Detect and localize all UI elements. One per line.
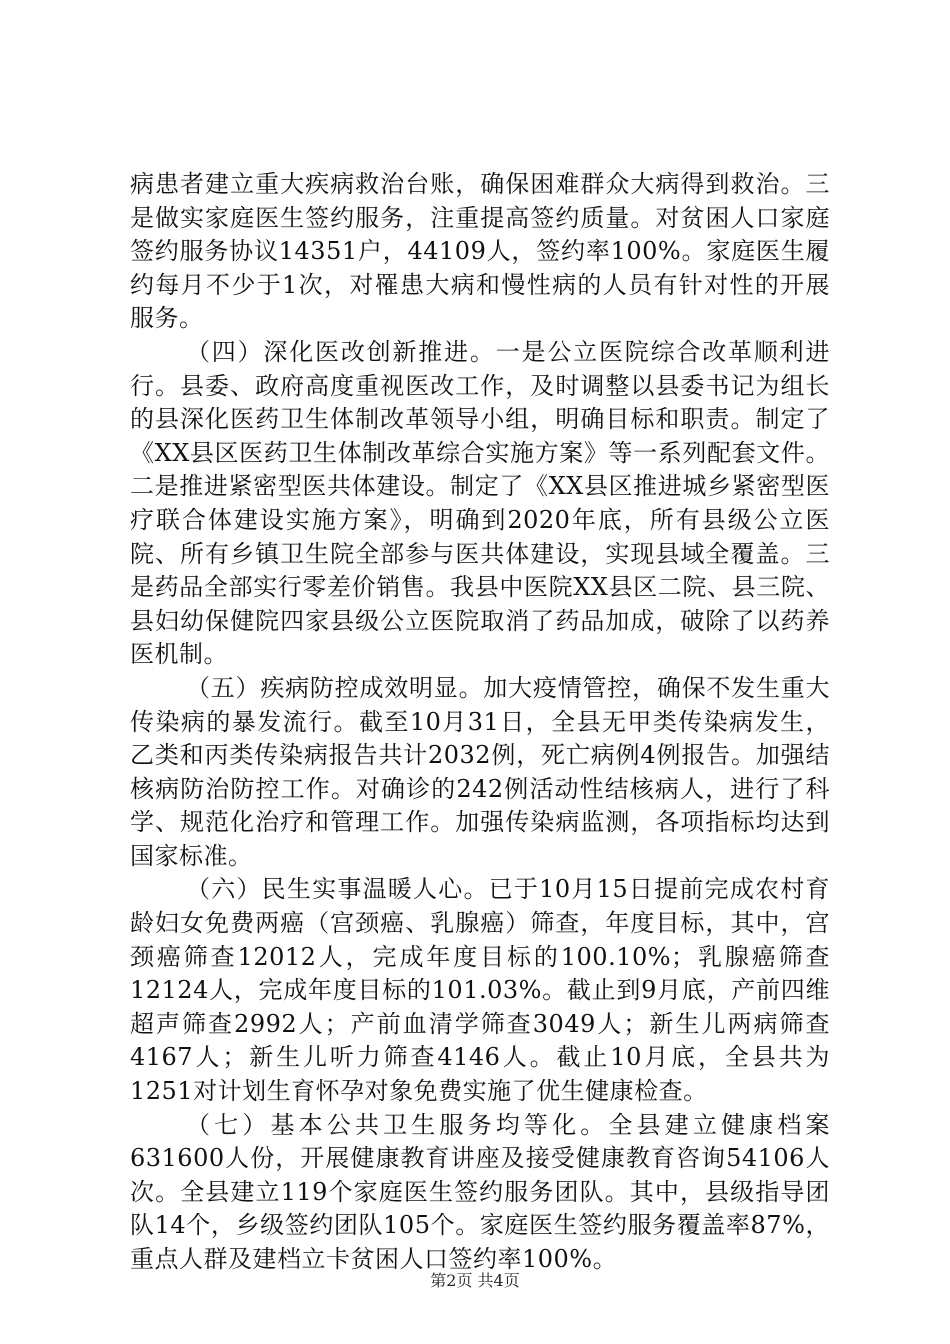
page-number-footer: 第2页 共4页 <box>430 1271 520 1290</box>
paragraph-section-5: （五）疾病防控成效明显。加大疫情管控，确保不发生重大传染病的暴发流行。截至10月31日，全县无甲类传染病发生，乙类和丙类传染病报告共计2032例，死亡病例4例报告。加强结核病防治防控工作。对确诊的242例活动性结核病人，进行了科学、规范化治疗和管理工作。加强传染病监测，各项指标均达到国家标准。 <box>130 673 830 870</box>
paragraph-section-4: （四）深化医改创新推进。一是公立医院综合改革顺利进行。县委、政府高度重视医改工作，及时调整以县委书记为组长的县深化医药卫生体制改革领导小组，明确目标和职责。制定了《XX县区医药卫生体制改革综合实施方案》等一系列配套文件。二是推进紧密型医共体建设。制定了《XX县区推进城乡紧密型医疗联合体建设实施方案》，明确到2020年底，所有县级公立医院、所有乡镇卫生院全部参与医共体建设，实现县域全覆盖。三是药品全部实行零差价销售。我县中医院XX县区二院、县三院、县妇幼保健院四家县级公立医院取消了药品加成，破除了以药养医机制。 <box>130 337 830 669</box>
paragraph-continuation: 病患者建立重大疾病救治台账，确保困难群众大病得到救治。三是做实家庭医生签约服务，注重提高签约质量。对贫困人口家庭签约服务协议14351户，44109人，签约率100%。家庭医生履约每月不少于1次，对罹患大病和慢性病的人员有针对性的开展服务。 <box>130 170 830 333</box>
paragraph-section-6: （六）民生实事温暖人心。已于10月15日提前完成农村育龄妇女免费两癌（宫颈癌、乳腺癌）筛查，年度目标，其中，宫颈癌筛查12012人，完成年度目标的100.10%；乳腺癌筛查12124人，完成年度目标的101.03%。截止到9月底，产前四维超声筛查2992人；产前血清学筛查3049人；新生儿两病筛查4167人；新生儿听力筛查4146人。截止10月底，全县共为1251对计划生育怀孕对象免费实施了优生健康检查。 <box>130 875 830 1106</box>
document-body <box>130 168 830 1277</box>
paragraph-section-7: （七）基本公共卫生服务均等化。全县建立健康档案631600人份，开展健康教育讲座及接受健康教育咨询54106人次。全县建立119个家庭医生签约服务团队。其中，县级指导团队14个，乡级签约团队105个。家庭医生签约服务覆盖率87%，重点人群及建档立卡贫困人口签约率100%。 <box>130 1110 830 1273</box>
